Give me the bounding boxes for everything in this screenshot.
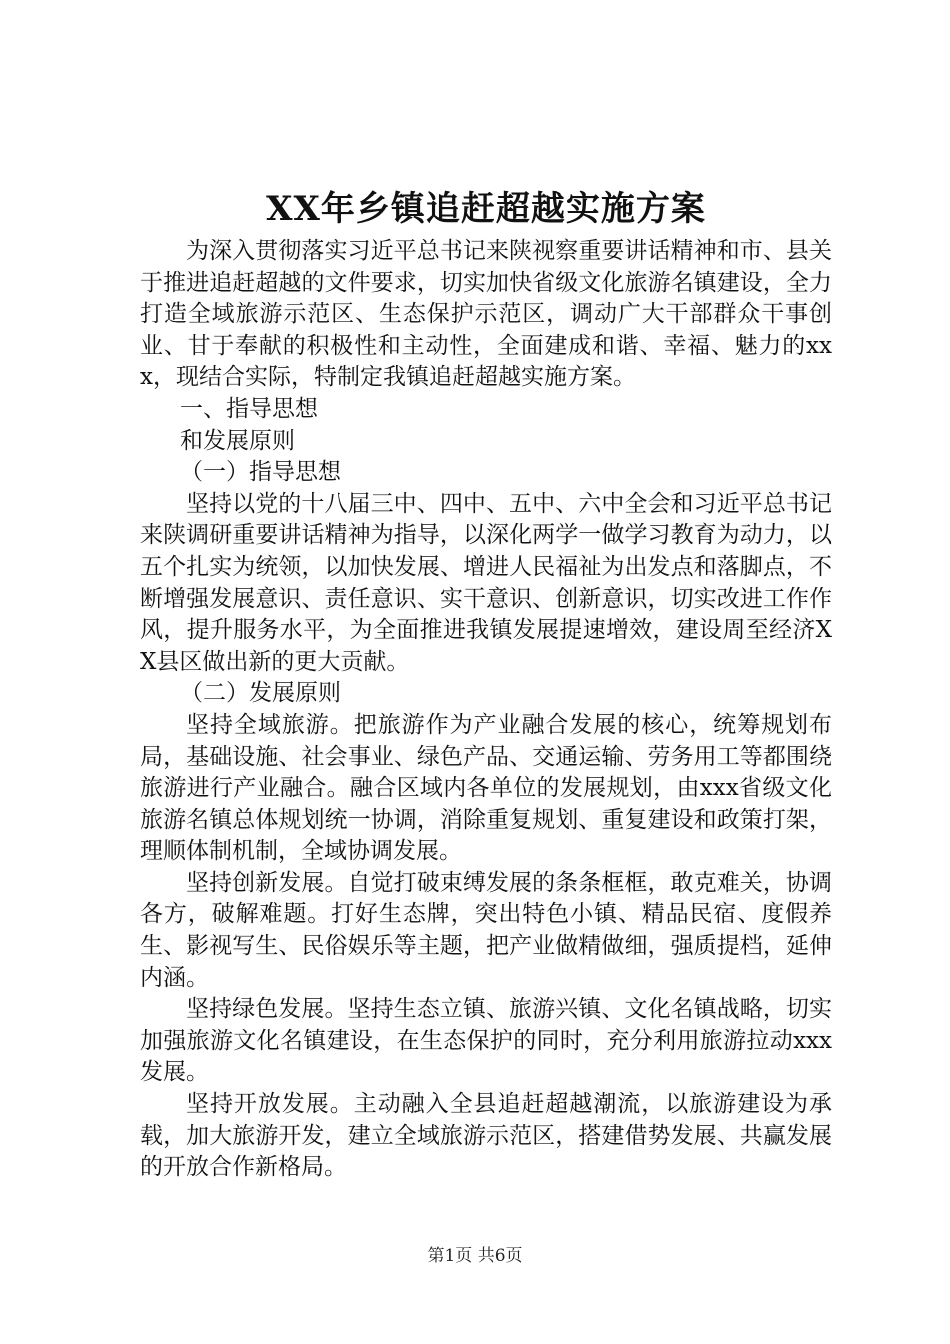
document-page — [140, 184, 832, 1184]
principle-paragraph-green: 坚持绿色发展。坚持生态立镇、旅游兴镇、文化名镇战略，切实加强旅游文化名镇建设，在生态保护的同时，充分利用旅游拉动xxx发展。 — [140, 996, 832, 1086]
principle-paragraph-tourism: 坚持全域旅游。把旅游作为产业融合发展的核心，统筹规划布局，基础设施、社会事业、绿色产品、交通运输、劳务用工等都围绕旅游进行产业融合。融合区域内各单位的发展规划，由xxx省级文化旅游名镇总体规划统一协调，消除重复规划、重复建设和政策打架，理顺体制机制，全域协调发展。 — [140, 711, 832, 865]
section-heading-1: 一、指导思想 — [180, 395, 318, 422]
guiding-thought-paragraph: 坚持以党的十八届三中、四中、五中、六中全会和习近平总书记来陕调研重要讲话精神为指导，以深化两学一做学习教育为动力，以五个扎实为统领，以加快发展、增进人民福祉为出发点和落脚点，不断增强发展意识、责任意识、实干意识、创新意识，切实改进工作作风，提升服务水平，为全面推进我镇发展提速增效，建设周至经济XX县区做出新的更大贡献。 — [140, 490, 832, 675]
subsection-heading-guiding-thought: （一）指导思想 — [180, 459, 341, 486]
intro-paragraph: 为深入贯彻落实习近平总书记来陕视察重要讲话精神和市、县关于推进追赶超越的文件要求，切实加快省级文化旅游名镇建设，全力打造全域旅游示范区、生态保护示范区，调动广大干部群众干事创业、甘于奉献的积极性和主动性，全面建成和谐、幸福、魅力的xxx，现结合实际，特制定我镇追赶超越实施方案。 — [140, 238, 832, 391]
subsection-heading-principles: （二）发展原则 — [180, 680, 341, 707]
document-title: XX年乡镇追赶超越实施方案 — [266, 189, 706, 229]
principle-paragraph-innovation: 坚持创新发展。自觉打破束缚发展的条条框框，敢克难关，协调各方，破解难题。打好生态牌，突出特色小镇、精品民宿、度假养生、影视写生、民俗娱乐等主题，把产业做精做细，强质提档，延伸内涵。 — [140, 869, 832, 991]
page-footer: 第1页 共6页 — [427, 1246, 523, 1266]
section-heading-1-cont: 和发展原则 — [180, 427, 295, 454]
principle-paragraph-open: 坚持开放发展。主动融入全县追赶超越潮流，以旅游建设为承载，加大旅游开发，建立全域旅游示范区，搭建借势发展、共赢发展的开放合作新格局。 — [140, 1091, 832, 1181]
